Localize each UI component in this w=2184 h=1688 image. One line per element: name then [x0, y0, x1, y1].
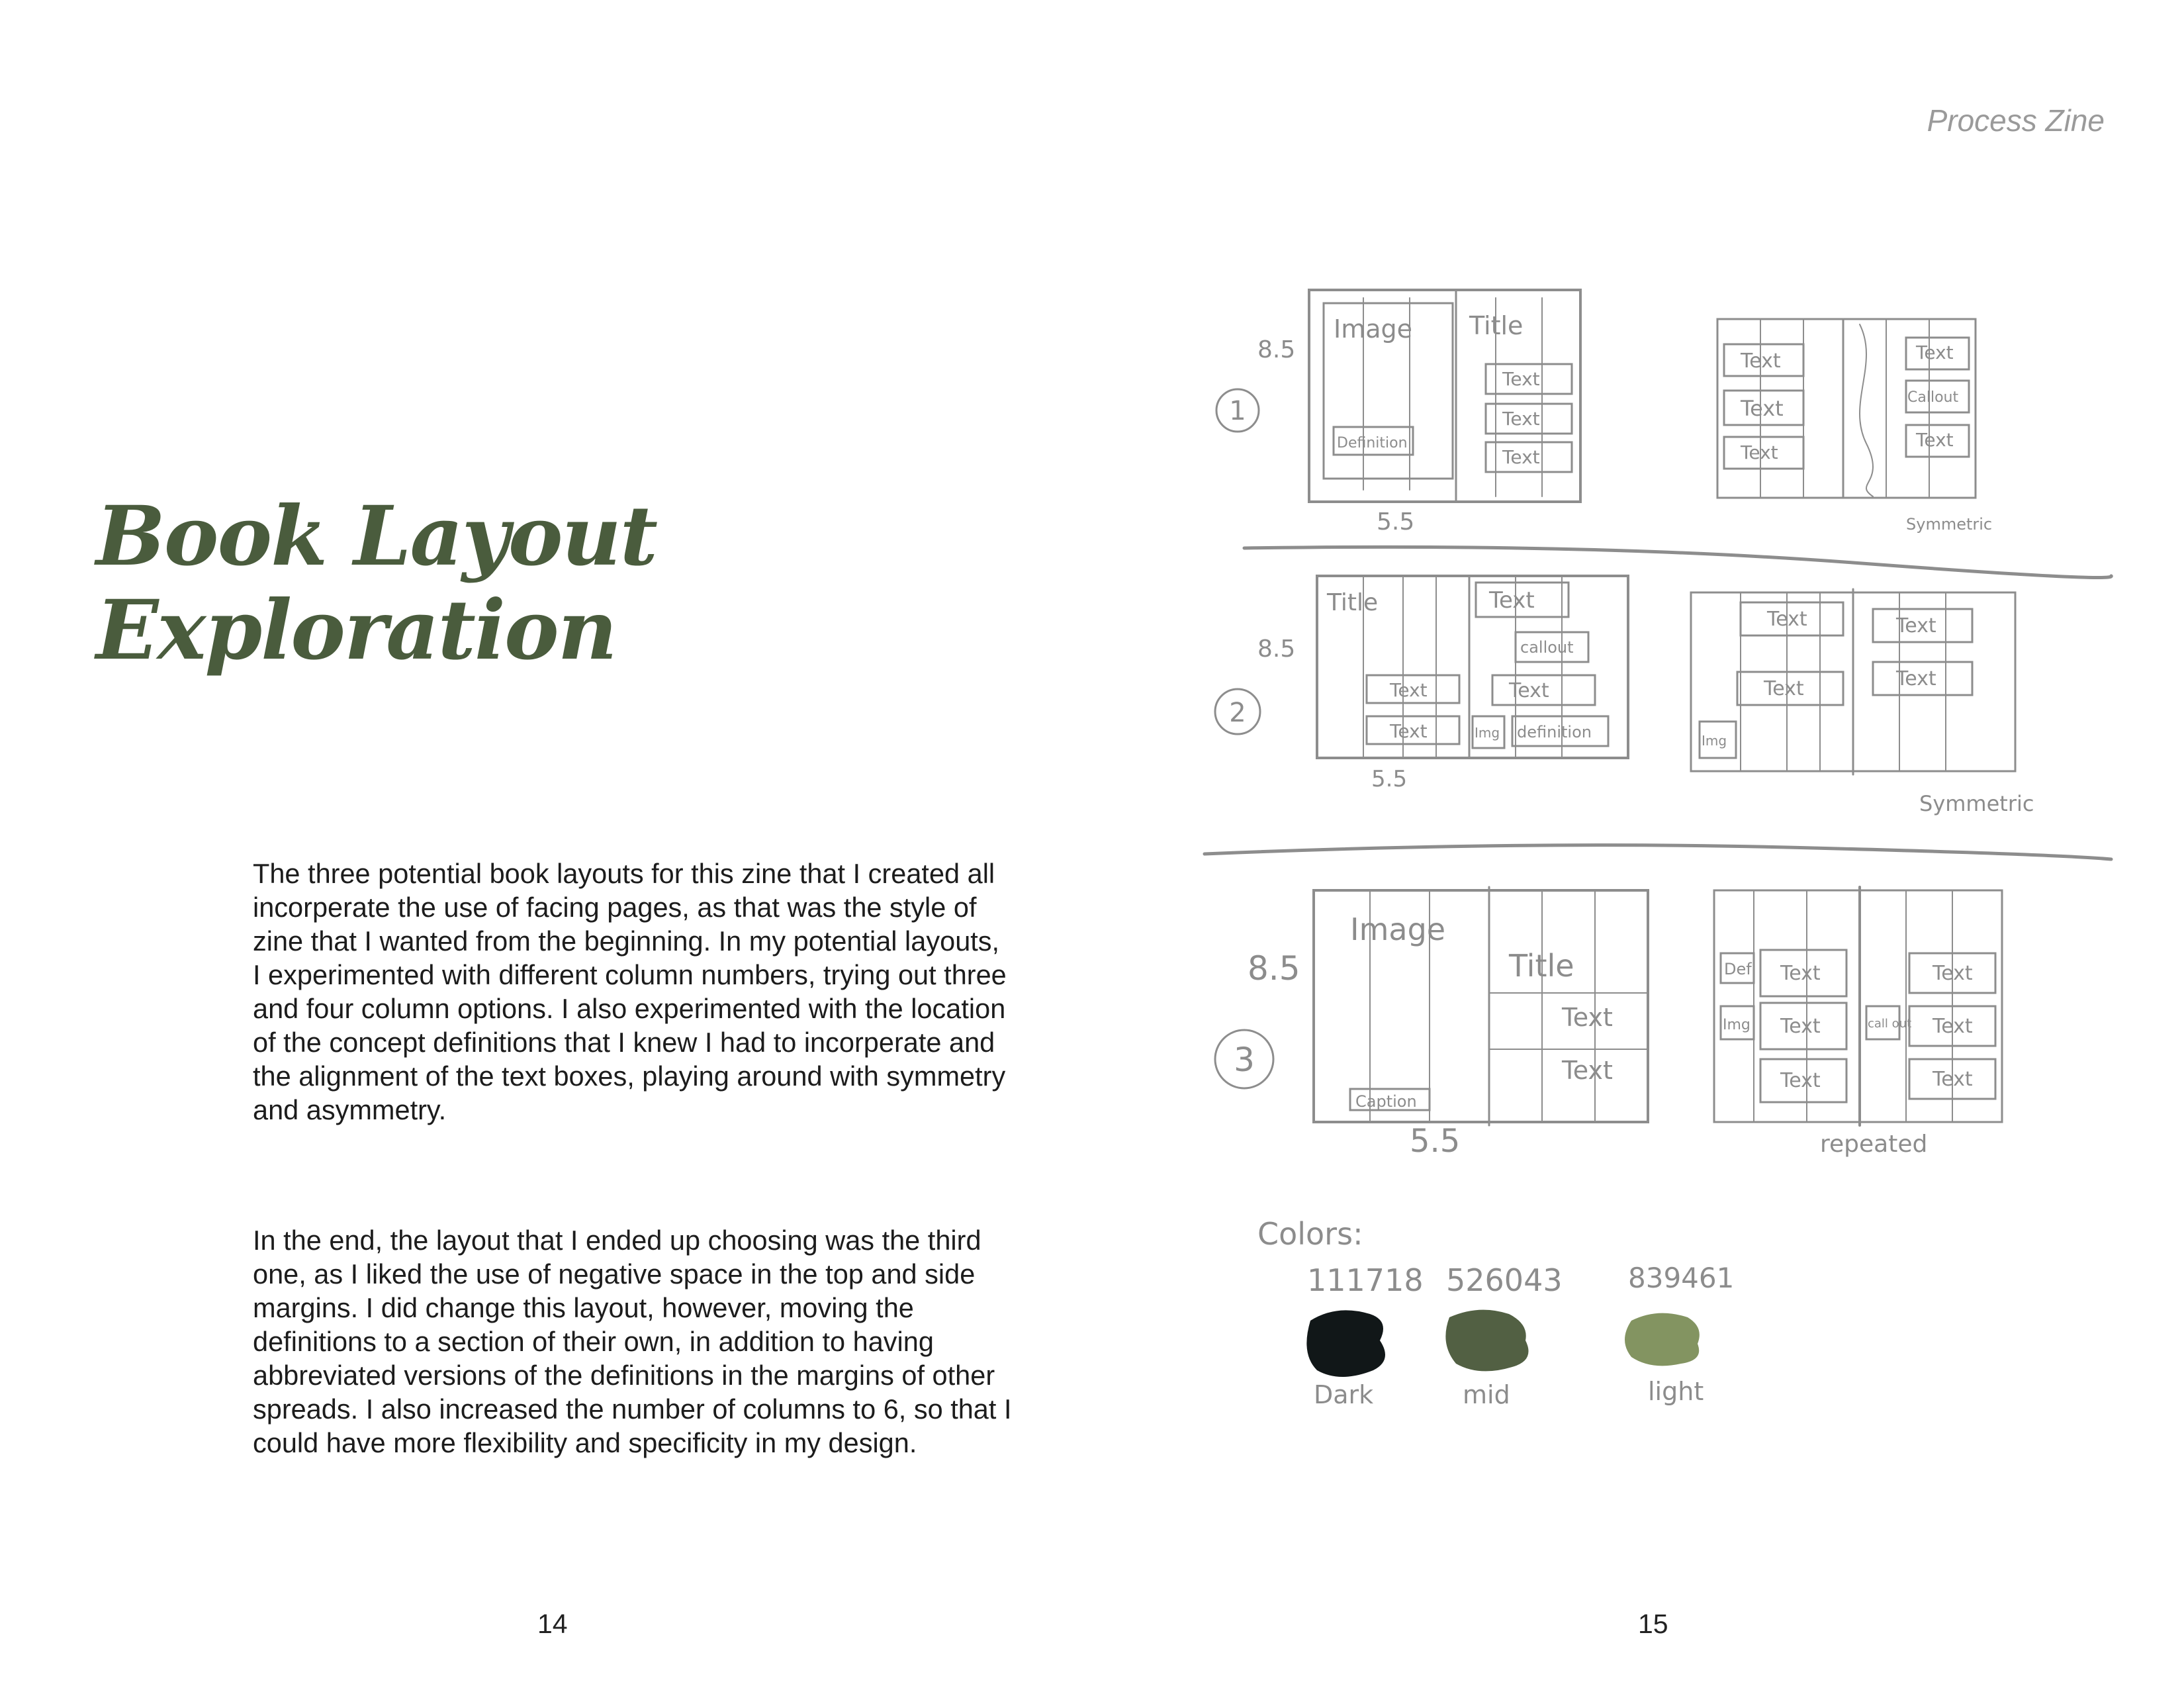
layout-2-right-text-2: Text — [1764, 677, 1804, 700]
layout-3-number: 3 — [1234, 1041, 1255, 1079]
swatch-light-code: 839461 — [1628, 1262, 1735, 1294]
body-paragraph-2: In the end, the layout that I ended up choosing was the third one, as I liked the use of negative space in the top and side margins. I did change this layout, however, moving the definitions to a section of their own, in addition to having abbreviated versions of the definitions in the margins of other spreads. I also increased the number of columns to 6, so that I could have more flexibility and specificity in my design. — [253, 1225, 1012, 1458]
layout-2-height: 8.5 — [1257, 635, 1296, 663]
layout-sketch — [1191, 271, 2118, 1436]
layout-sketch-drawing — [1191, 271, 2118, 1436]
layout-3-right-text-3: Text — [1780, 1069, 1821, 1092]
layout-3-text-1: Text — [1562, 1003, 1613, 1032]
layout-2-img-label: Img — [1475, 725, 1500, 741]
swatch-dark-code: 111718 — [1307, 1262, 1424, 1298]
layout-2-note: Symmetric — [1919, 791, 2034, 816]
layout-3-right-text-1: Text — [1780, 962, 1821, 985]
swatch-dark-name: Dark — [1314, 1380, 1374, 1409]
swatch-light — [1625, 1313, 1700, 1366]
layout-1-note: Symmetric — [1906, 515, 1993, 534]
layout-3-height: 8.5 — [1248, 949, 1300, 988]
layout-3-image-label: Image — [1350, 912, 1446, 947]
layout-1-title-label: Title — [1469, 311, 1524, 340]
layout-2-text-4: Text — [1509, 679, 1549, 702]
title-line-1: Book Layout — [96, 489, 657, 585]
layout-1-height: 8.5 — [1257, 336, 1296, 363]
layout-1-definition-label: Definition — [1337, 435, 1408, 451]
layout-3-note: repeated — [1820, 1131, 1928, 1158]
layout-1-text-3: Text — [1502, 446, 1540, 468]
layout-1-number: 1 — [1229, 396, 1246, 426]
layout-2-title-label: Title — [1327, 589, 1379, 616]
layout-1-text-1: Text — [1502, 368, 1540, 390]
swatch-mid — [1445, 1310, 1528, 1372]
header-zine-label: Process Zine — [1927, 103, 2105, 138]
layout-3-caption-label: Caption — [1355, 1092, 1417, 1111]
layout-3-def-label: Def — [1724, 960, 1752, 978]
layout-3-img-label: Img — [1723, 1017, 1751, 1033]
layout-3-text-2: Text — [1562, 1056, 1613, 1085]
layout-2-text-1: Text — [1390, 679, 1428, 701]
layout-2-right-text-4: Text — [1896, 667, 1936, 690]
colors-label: Colors: — [1257, 1216, 1363, 1252]
layout-2-right-text-3: Text — [1896, 614, 1936, 637]
layout-1-right-text-3: Text — [1741, 442, 1778, 463]
page-number-right: 15 — [1638, 1609, 1668, 1639]
layout-1-right-text-2: Text — [1741, 396, 1784, 421]
layout-1-width: 5.5 — [1377, 508, 1415, 536]
sketch-divider-2 — [1205, 845, 2111, 859]
layout-2-number: 2 — [1229, 698, 1246, 728]
layout-3-width: 5.5 — [1410, 1123, 1461, 1160]
layout-1-callout-label: Callout — [1907, 389, 1959, 406]
title-line-2: Exploration — [96, 583, 616, 679]
page-number-left: 14 — [537, 1609, 568, 1639]
layout-2-right-text-1: Text — [1767, 608, 1807, 631]
layout-3-sketch — [1215, 887, 2002, 1160]
layout-1-text-2: Text — [1502, 408, 1540, 430]
layout-3-title-label: Title — [1509, 948, 1574, 984]
layout-3-right-text-6: Text — [1933, 1068, 1973, 1091]
layout-1-sketch — [1216, 290, 1992, 536]
swatch-mid-name: mid — [1463, 1380, 1510, 1409]
layout-1-right-text-1: Text — [1741, 350, 1781, 373]
color-palette — [1257, 1216, 1734, 1409]
layout-2-text-3: Text — [1489, 587, 1535, 614]
swatch-dark — [1306, 1310, 1385, 1377]
layout-2-width: 5.5 — [1371, 766, 1408, 792]
layout-2-sketch — [1215, 576, 2034, 816]
layout-3-right-text-5: Text — [1933, 1015, 1973, 1038]
layout-1-right-text-5: Text — [1916, 429, 1954, 451]
layout-3-callout-label: call out — [1868, 1017, 1912, 1031]
layout-2-callout-label: callout — [1520, 638, 1574, 657]
layout-2-text-2: Text — [1390, 720, 1428, 742]
layout-2-definition-label: definition — [1517, 723, 1592, 741]
sketch-divider-1 — [1244, 547, 2111, 577]
body-paragraph-1: The three potential book layouts for this zine that I created all incorperate the use of facing pages, as that was the style of zine that I wanted from the beginning. In my potential layouts, I experimented with different column numbers, trying out three and four column options. I also experimented with the location of the concept definitions that I knew I had to incorperate and the alignment of the text boxes, playing around with symmetry and asymmetry. — [253, 858, 1007, 1125]
layout-1-right-text-4: Text — [1916, 342, 1954, 363]
swatch-mid-code: 526043 — [1446, 1262, 1563, 1298]
swatch-light-name: light — [1648, 1377, 1704, 1406]
layout-3-right-text-4: Text — [1933, 962, 1973, 985]
page-title — [96, 490, 692, 678]
layout-1-image-label: Image — [1334, 314, 1413, 344]
layout-3-right-text-2: Text — [1780, 1015, 1821, 1038]
layout-2-right-img-label: Img — [1702, 733, 1727, 749]
